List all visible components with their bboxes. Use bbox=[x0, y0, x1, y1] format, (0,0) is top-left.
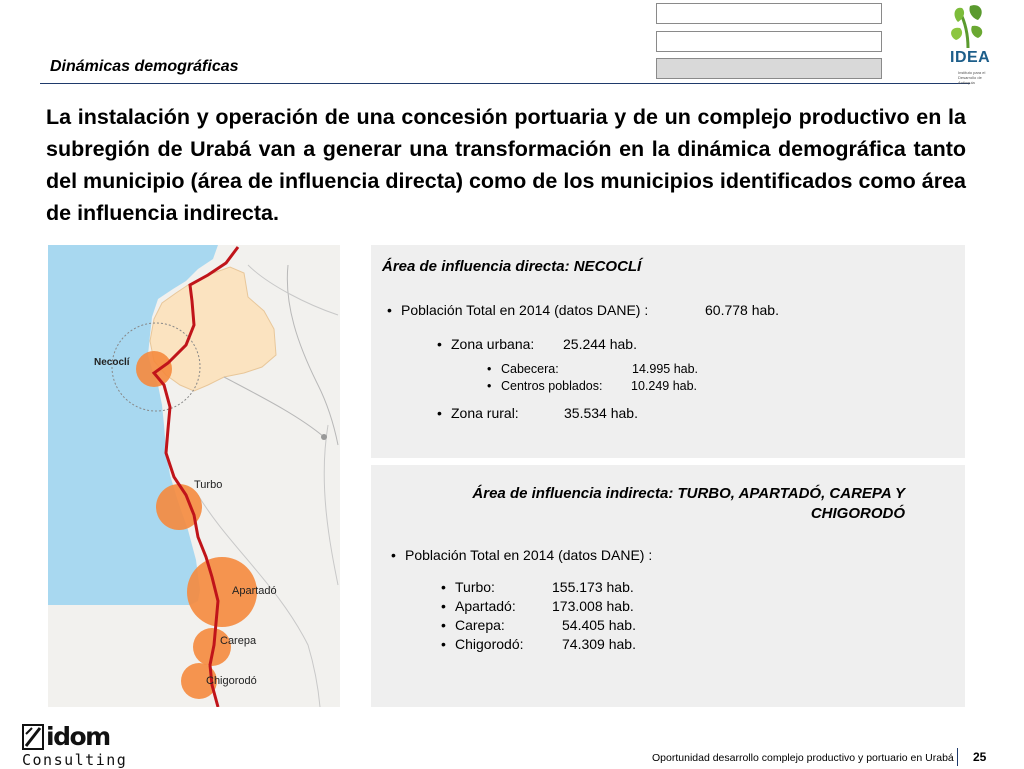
indirect-item-value: 54.405 hab. bbox=[562, 617, 636, 633]
indirect-item: • Carepa: bbox=[441, 617, 505, 633]
region-map bbox=[48, 245, 340, 707]
direct-centros-row: • Centros poblados: bbox=[487, 379, 603, 393]
direct-total-label: Población Total en 2014 (datos DANE) : bbox=[401, 302, 649, 318]
map-label-turbo: Turbo bbox=[194, 479, 223, 491]
direct-centros-value: 10.249 hab. bbox=[631, 379, 698, 393]
indirect-item-value: 74.309 hab. bbox=[562, 636, 636, 652]
indirect-item-label: Chigorodó: bbox=[455, 636, 524, 652]
direct-urban-row: • Zona urbana: bbox=[437, 336, 535, 352]
direct-urban-value: 25.244 hab. bbox=[563, 336, 637, 352]
direct-rural-value: 35.534 hab. bbox=[564, 405, 638, 421]
indirect-total-row: • Población Total en 2014 (datos DANE) : bbox=[391, 547, 653, 563]
indirect-title-line1: Área de influencia indirecta: TURBO, APARTADÓ, CAREPA Y bbox=[472, 485, 905, 502]
indirect-influence-panel bbox=[371, 465, 965, 707]
direct-urban-label: Zona urbana: bbox=[451, 336, 535, 352]
header-field-3 bbox=[656, 58, 882, 79]
section-title: Dinámicas demográficas bbox=[50, 58, 239, 75]
indirect-item-label: Turbo: bbox=[455, 579, 495, 595]
direct-rural-row: • Zona rural: bbox=[437, 405, 519, 421]
idom-mark-icon bbox=[22, 724, 44, 750]
header-divider bbox=[40, 83, 970, 84]
map-label-carepa: Carepa bbox=[220, 635, 257, 647]
footer-separator bbox=[957, 748, 958, 766]
direct-influence-panel bbox=[371, 245, 965, 458]
indirect-item-label: Carepa: bbox=[455, 617, 505, 633]
indirect-item: • Turbo: bbox=[441, 579, 495, 595]
direct-rural-label: Zona rural: bbox=[451, 405, 519, 421]
direct-cabecera-label: Cabecera: bbox=[501, 362, 559, 376]
direct-influence-title: Área de influencia directa: NECOCLÍ bbox=[382, 258, 642, 275]
direct-centros-label: Centros poblados: bbox=[501, 379, 603, 393]
indirect-item-label: Apartadó: bbox=[455, 598, 516, 614]
idom-logo-word: idom bbox=[46, 722, 110, 751]
indirect-item: • Chigorodó: bbox=[441, 636, 524, 652]
idom-logo-sub: Consulting bbox=[22, 751, 128, 769]
direct-cabecera-value: 14.995 hab. bbox=[632, 362, 699, 376]
header-field-2 bbox=[656, 31, 882, 52]
map-label-necocli: Necoclí bbox=[94, 357, 130, 368]
indirect-total-label: Población Total en 2014 (datos DANE) : bbox=[405, 547, 653, 563]
intro-paragraph: La instalación y operación de una concesión portuaria y de un complejo productivo en la subregión de Urabá van a generar una transformación en la dinámica demográfica tanto del municipio (área de influencia directa) como de los municipios identificados como área de influencia indirecta. bbox=[46, 105, 966, 225]
page-number: 25 bbox=[973, 750, 987, 764]
necocli-bubble bbox=[136, 351, 172, 387]
indirect-item: • Apartadó: bbox=[441, 598, 516, 614]
idea-logo-subtitle: Instituto para el Desarrollo de Antioquia bbox=[958, 70, 986, 85]
idea-logo-text: IDEA bbox=[950, 49, 991, 66]
indirect-title-line2: CHIGORODÓ bbox=[810, 505, 905, 522]
map-label-apartado: Apartadó bbox=[232, 585, 277, 597]
indirect-influence-title bbox=[407, 485, 905, 522]
indirect-item-value: 155.173 hab. bbox=[552, 579, 634, 595]
indirect-item-value: 173.008 hab. bbox=[552, 598, 634, 614]
idea-leaf-icon bbox=[938, 2, 998, 50]
idea-logo bbox=[938, 2, 998, 84]
header-field-1 bbox=[656, 3, 882, 24]
direct-cabecera-row: • Cabecera: bbox=[487, 362, 559, 376]
direct-total-row: • Población Total en 2014 (datos DANE) : bbox=[387, 302, 649, 318]
direct-total-value: 60.778 hab. bbox=[705, 302, 779, 318]
footer-project-text: Oportunidad desarrollo complejo productivo y portuario en Urabá bbox=[652, 752, 954, 764]
map-label-chigorodo: Chigorodó bbox=[206, 675, 257, 687]
